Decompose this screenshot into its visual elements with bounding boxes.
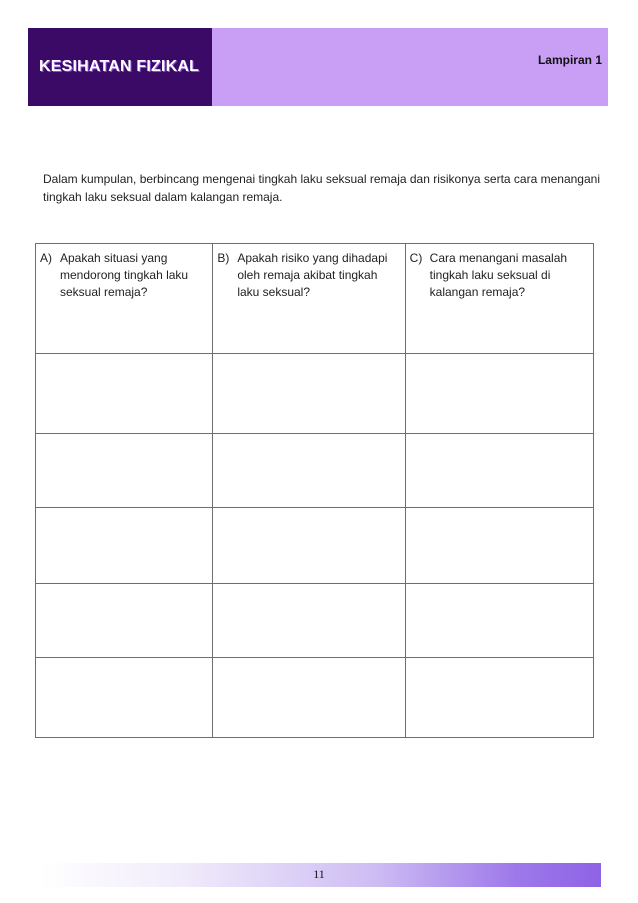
question-text-a: Apakah situasi yang mendorong tingkah laku seksual remaja? [60,251,189,299]
question-row [36,244,594,354]
answer-cell[interactable] [213,584,405,658]
answer-cell[interactable] [36,508,213,584]
header-title-box [28,28,212,106]
answer-row [36,354,594,434]
answer-cell[interactable] [213,354,405,434]
question-letter-b: B) [217,251,230,265]
question-cell-b [213,244,405,354]
answer-cell[interactable] [405,354,593,434]
answer-cell[interactable] [36,434,213,508]
question-text-b: Apakah risiko yang dihadapi oleh remaja akibat tingkah laku seksual? [237,251,388,299]
answer-cell[interactable] [36,658,213,738]
answer-row [36,584,594,658]
answer-cell[interactable] [213,508,405,584]
answer-row [36,658,594,738]
answer-cell[interactable] [36,584,213,658]
worksheet-table [35,243,594,738]
appendix-label: Lampiran 1 [537,53,602,67]
answer-cell[interactable] [405,584,593,658]
question-text-c: Cara menangani masalah tingkah laku seksual di kalangan remaja? [429,251,568,299]
page-number: 11 [313,867,325,881]
question-cell-c [405,244,593,354]
question-cell-a [36,244,213,354]
section-title: KESIHATAN FIZIKAL [39,58,200,75]
answer-cell[interactable] [405,434,593,508]
answer-cell[interactable] [405,508,593,584]
answer-cell[interactable] [405,658,593,738]
answer-cell[interactable] [36,354,213,434]
answer-row [36,434,594,508]
instructions-text: Dalam kumpulan, berbincang mengenai tingkah laku seksual remaja dan risikonya serta cara menangani tingkah laku seksual dalam kalangan remaja. [43,172,600,204]
question-letter-c: C) [409,251,423,265]
answer-cell[interactable] [213,658,405,738]
answer-row [36,508,594,584]
answer-cell[interactable] [213,434,405,508]
question-letter-a: A) [40,251,52,265]
